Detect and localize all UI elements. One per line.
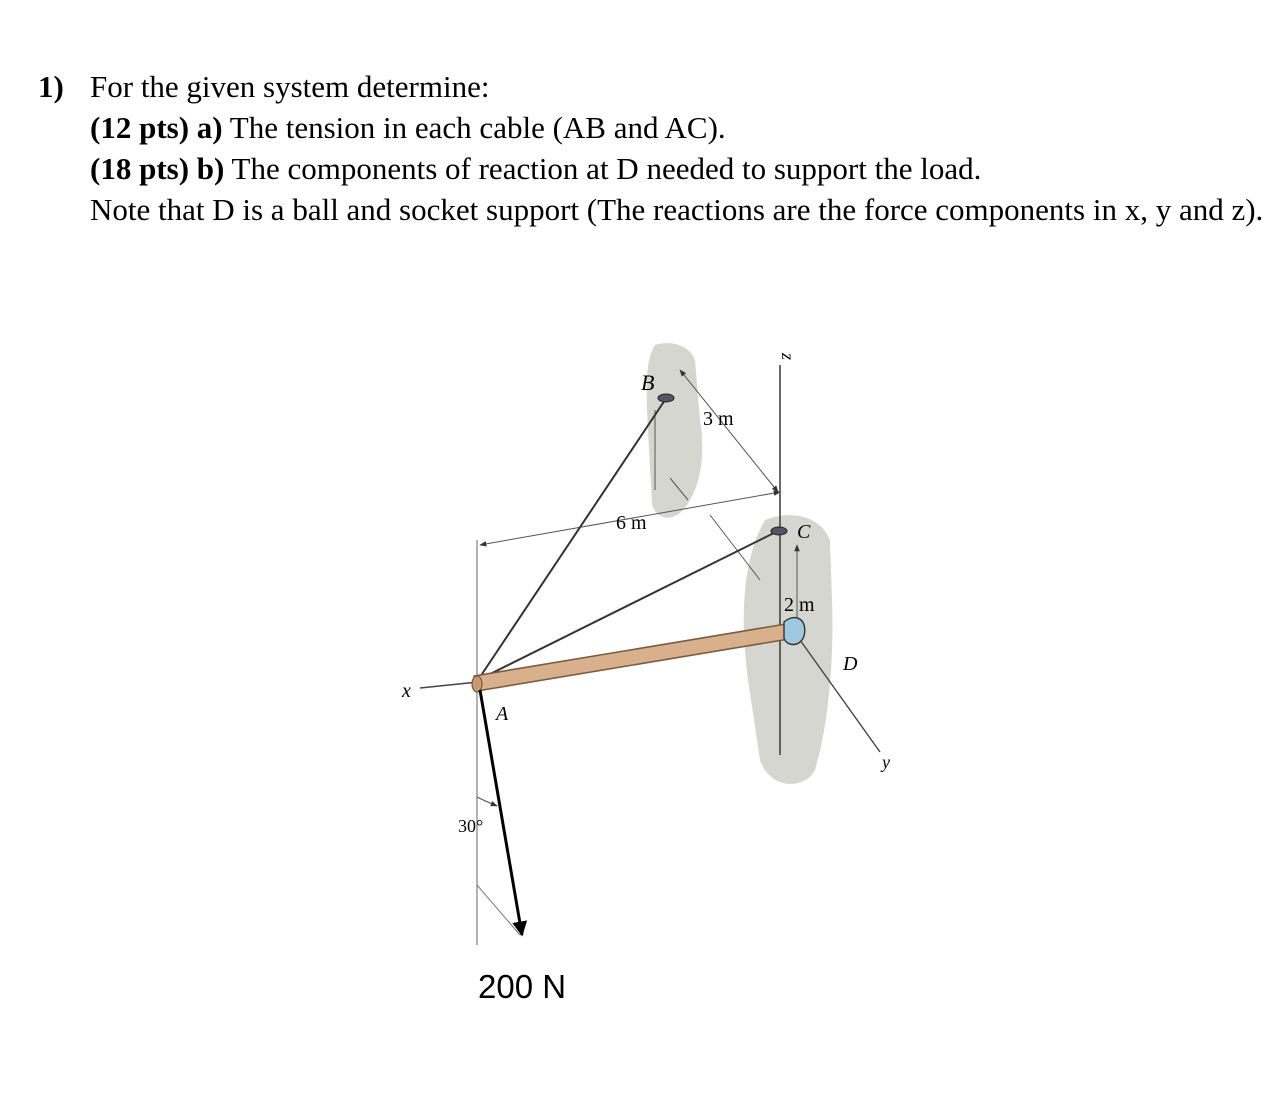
label-a: A xyxy=(496,703,509,725)
part-a-points: (12 pts) a) xyxy=(90,110,223,145)
label-z-axis: z xyxy=(778,353,798,361)
label-angle: 30° xyxy=(458,816,484,836)
x-axis xyxy=(420,682,478,688)
construction-line-3 xyxy=(710,515,760,580)
angle-arc xyxy=(477,797,497,806)
load-arrow xyxy=(480,690,522,935)
label-c: C xyxy=(797,521,811,543)
label-b: B xyxy=(641,370,655,395)
label-x-axis: x xyxy=(402,680,411,702)
label-y-axis: y xyxy=(882,752,890,772)
anchor-c xyxy=(771,527,787,535)
label-dim-2m: 2 m xyxy=(784,594,815,616)
label-d: D xyxy=(843,653,858,675)
socket-d xyxy=(784,618,805,645)
rod-end-a xyxy=(472,676,482,692)
label-load: 200 N xyxy=(478,968,567,1005)
label-dim-3m: 3 m xyxy=(703,408,734,430)
lower-wall-shading xyxy=(744,515,833,784)
part-b-points: (18 pts) b) xyxy=(90,151,225,186)
question-intro: For the given system determine: xyxy=(90,69,490,104)
label-dim-6m: 6 m xyxy=(616,512,647,534)
part-a-text: The tension in each cable (AB and AC). xyxy=(222,110,726,145)
note: Note that D is a ball and socket support (The reactions are the force components in x, y and z). xyxy=(90,192,1264,227)
part-b-text: The components of reaction at D needed to support the load. xyxy=(224,151,982,186)
question-number: 1) xyxy=(38,69,64,104)
anchor-b xyxy=(658,394,674,402)
